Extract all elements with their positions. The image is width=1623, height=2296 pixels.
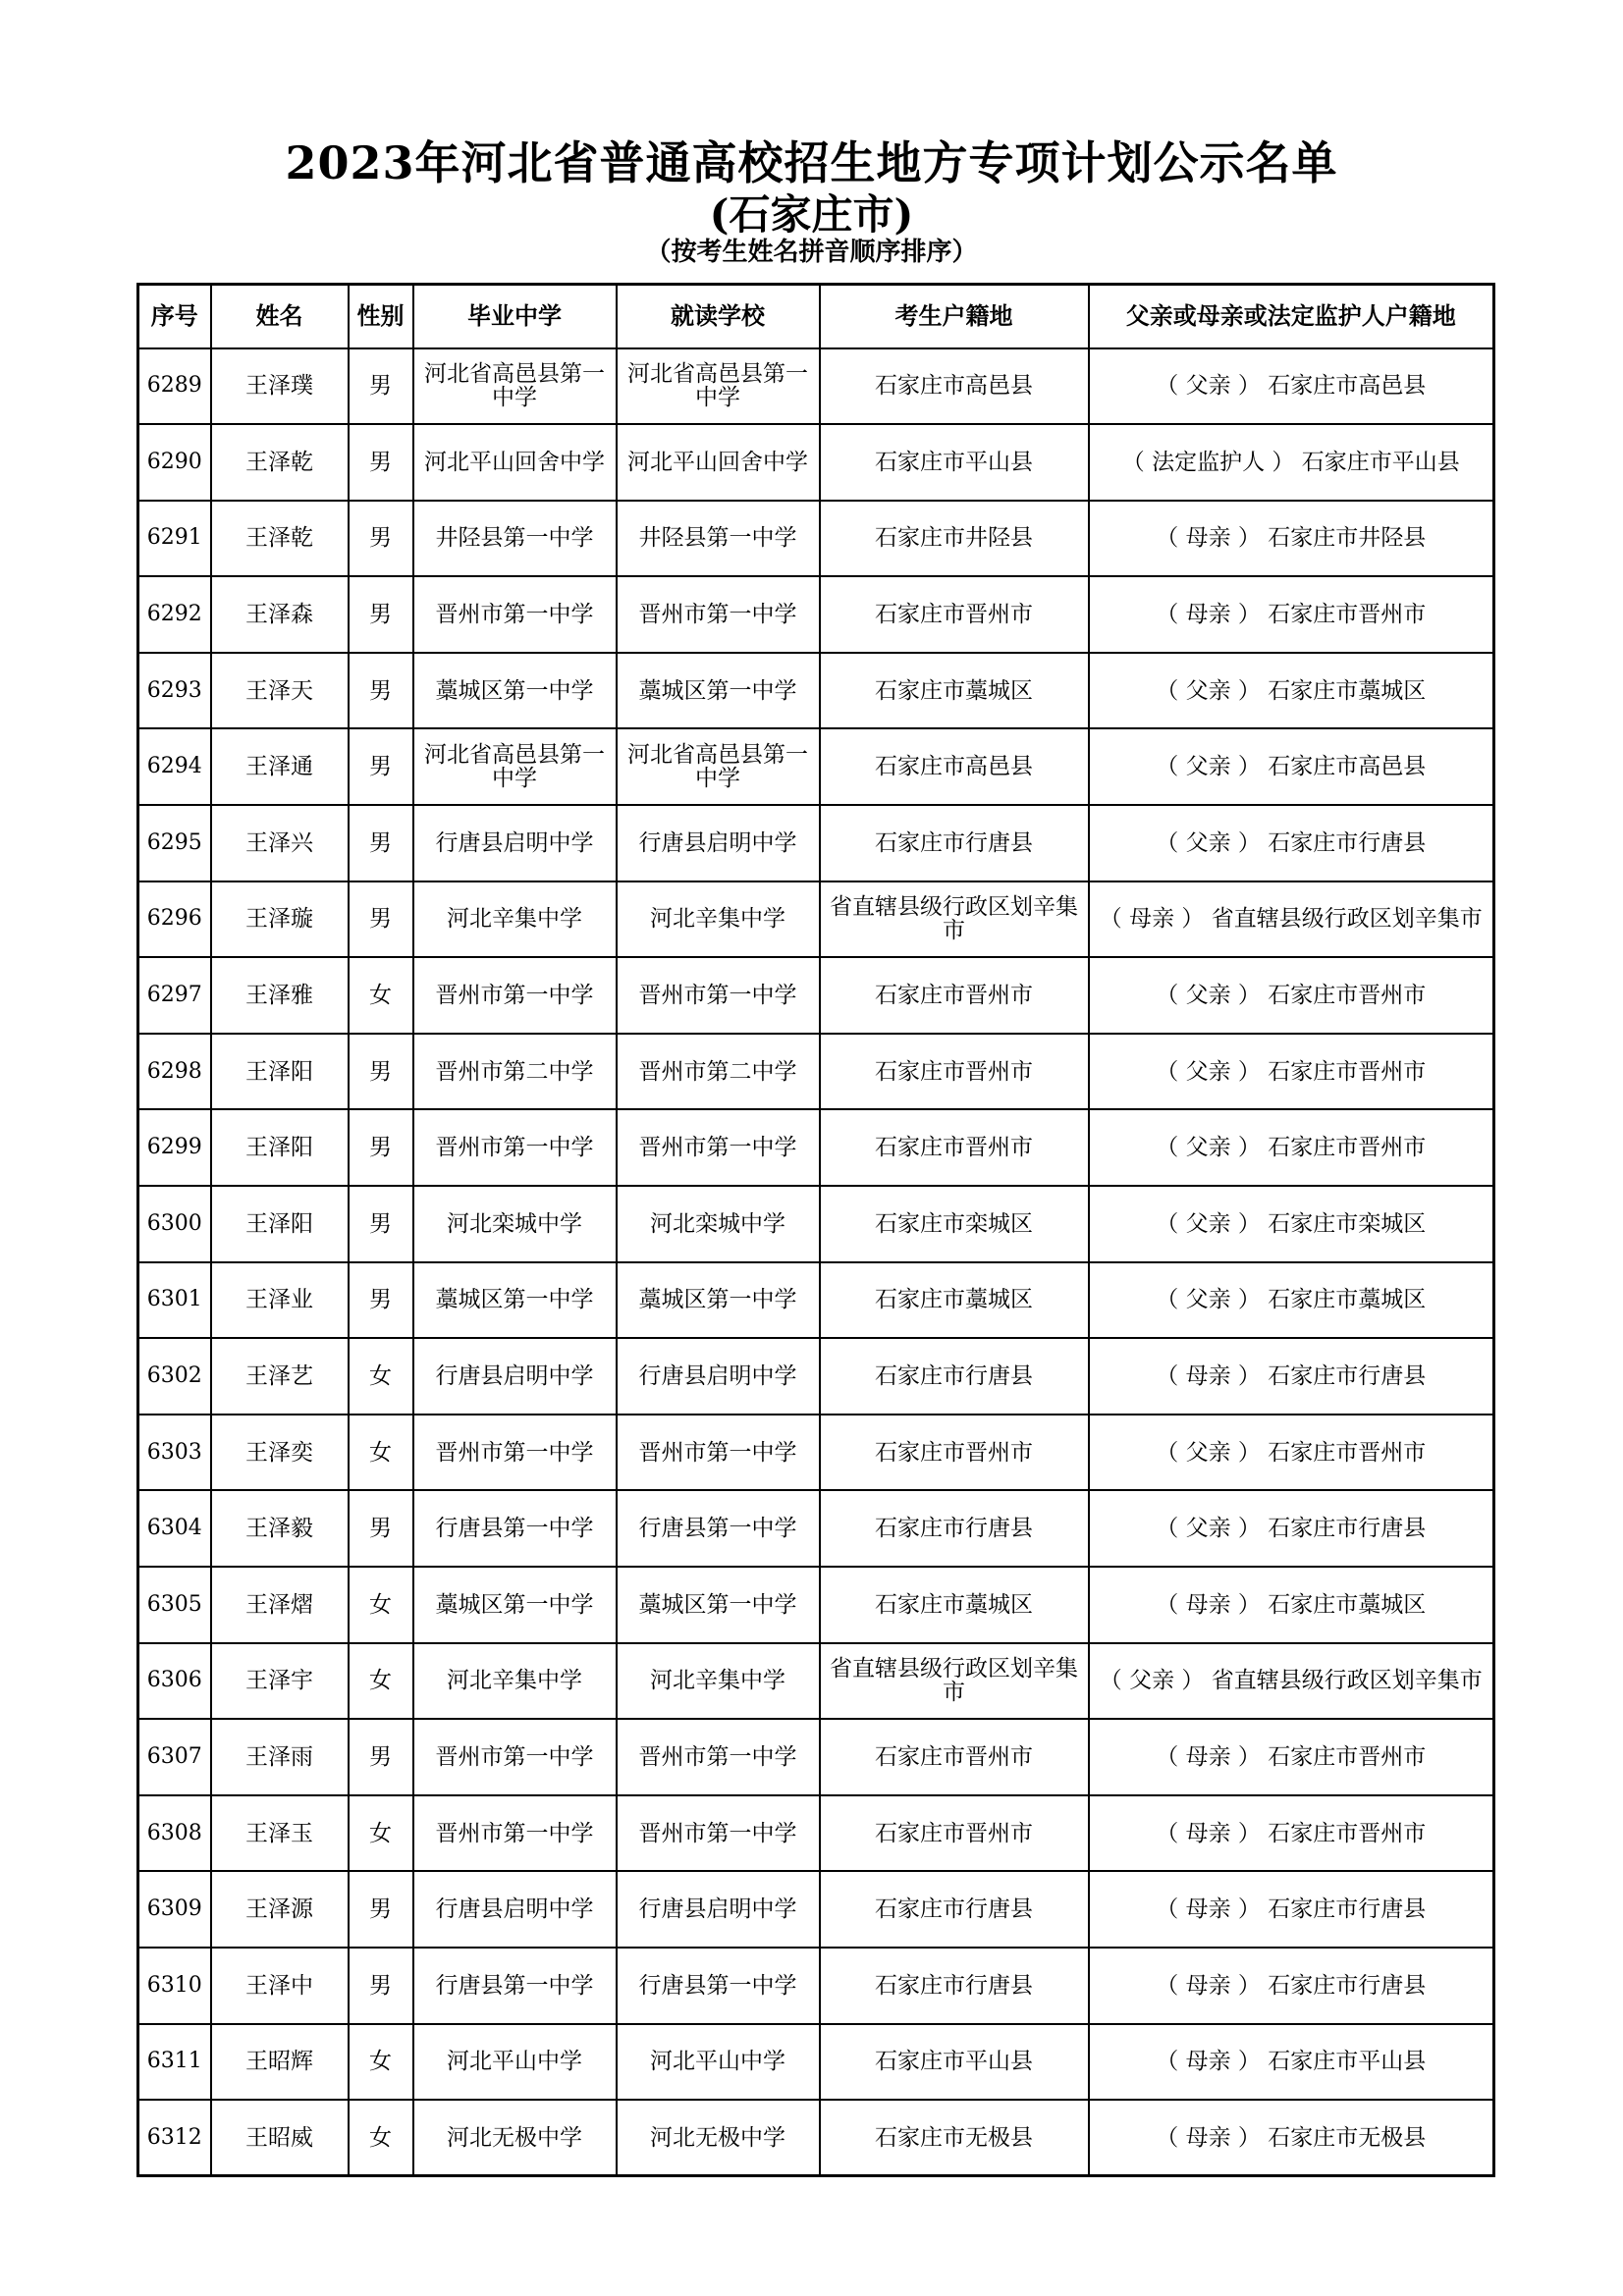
cell-graduated-school: 河北省高邑县第一中学 bbox=[413, 728, 617, 805]
cell-name: 王泽乾 bbox=[211, 501, 349, 577]
roster-table bbox=[136, 283, 1495, 2177]
cell-gender: 男 bbox=[349, 1109, 413, 1186]
table-row bbox=[138, 1567, 1494, 1643]
cell-gender: 女 bbox=[349, 1567, 413, 1643]
cell-index: 6309 bbox=[138, 1871, 211, 1948]
cell-name: 王昭辉 bbox=[211, 2024, 349, 2101]
cell-graduated-school: 井陉县第一中学 bbox=[413, 501, 617, 577]
cell-graduated-school: 晋州市第一中学 bbox=[413, 1795, 617, 1872]
cell-student-residence: 石家庄市晋州市 bbox=[820, 1034, 1089, 1110]
cell-graduated-school: 河北栾城中学 bbox=[413, 1186, 617, 1262]
cell-name: 王泽业 bbox=[211, 1262, 349, 1339]
cell-index: 6291 bbox=[138, 501, 211, 577]
cell-guardian-residence: （ 母亲 ） 石家庄市行唐县 bbox=[1089, 1871, 1494, 1948]
cell-gender: 男 bbox=[349, 348, 413, 425]
header-name: 姓名 bbox=[211, 285, 349, 348]
cell-name: 王泽乾 bbox=[211, 424, 349, 501]
sort-note: （按考生姓名拼音顺序排序） bbox=[645, 238, 978, 267]
cell-guardian-residence: （ 父亲 ） 石家庄市高邑县 bbox=[1089, 728, 1494, 805]
cell-name: 王昭威 bbox=[211, 2100, 349, 2176]
cell-guardian-residence: （ 母亲 ） 石家庄市井陉县 bbox=[1089, 501, 1494, 577]
cell-current-school: 晋州市第一中学 bbox=[617, 1719, 820, 1795]
cell-graduated-school: 河北无极中学 bbox=[413, 2100, 617, 2176]
cell-guardian-residence: （ 父亲 ） 省直辖县级行政区划辛集市 bbox=[1089, 1643, 1494, 1720]
header-gender: 性别 bbox=[349, 285, 413, 348]
cell-graduated-school: 晋州市第一中学 bbox=[413, 1719, 617, 1795]
page-title: 2023年河北省普通高校招生地方专项计划公示名单 bbox=[285, 136, 1338, 189]
cell-current-school: 晋州市第一中学 bbox=[617, 1109, 820, 1186]
cell-student-residence: 石家庄市井陉县 bbox=[820, 501, 1089, 577]
cell-index: 6311 bbox=[138, 2024, 211, 2101]
header-guardian-residence: 父亲或母亲或法定监护人户籍地 bbox=[1089, 285, 1494, 348]
cell-student-residence: 石家庄市平山县 bbox=[820, 2024, 1089, 2101]
cell-name: 王泽奕 bbox=[211, 1415, 349, 1491]
cell-index: 6298 bbox=[138, 1034, 211, 1110]
cell-graduated-school: 行唐县启明中学 bbox=[413, 1871, 617, 1948]
cell-gender: 男 bbox=[349, 1490, 413, 1567]
cell-current-school: 河北平山中学 bbox=[617, 2024, 820, 2101]
table-row bbox=[138, 424, 1494, 501]
cell-guardian-residence: （ 母亲 ） 石家庄市晋州市 bbox=[1089, 1719, 1494, 1795]
cell-name: 王泽森 bbox=[211, 576, 349, 653]
table-row bbox=[138, 881, 1494, 958]
cell-graduated-school: 晋州市第一中学 bbox=[413, 1415, 617, 1491]
cell-graduated-school: 晋州市第一中学 bbox=[413, 1109, 617, 1186]
cell-guardian-residence: （ 母亲 ） 石家庄市无极县 bbox=[1089, 2100, 1494, 2176]
cell-graduated-school: 藁城区第一中学 bbox=[413, 1567, 617, 1643]
cell-student-residence: 石家庄市高邑县 bbox=[820, 728, 1089, 805]
cell-guardian-residence: （ 父亲 ） 石家庄市晋州市 bbox=[1089, 1034, 1494, 1110]
table-row bbox=[138, 1262, 1494, 1339]
cell-guardian-residence: （ 父亲 ） 石家庄市栾城区 bbox=[1089, 1186, 1494, 1262]
cell-gender: 女 bbox=[349, 1643, 413, 1720]
cell-student-residence: 石家庄市藁城区 bbox=[820, 1567, 1089, 1643]
cell-index: 6295 bbox=[138, 805, 211, 881]
cell-current-school: 河北辛集中学 bbox=[617, 1643, 820, 1720]
cell-current-school: 晋州市第一中学 bbox=[617, 576, 820, 653]
cell-graduated-school: 河北平山中学 bbox=[413, 2024, 617, 2101]
cell-index: 6302 bbox=[138, 1338, 211, 1415]
cell-name: 王泽阳 bbox=[211, 1034, 349, 1110]
table-row bbox=[138, 957, 1494, 1034]
cell-current-school: 河北无极中学 bbox=[617, 2100, 820, 2176]
cell-guardian-residence: （ 父亲 ） 石家庄市行唐县 bbox=[1089, 805, 1494, 881]
cell-graduated-school: 行唐县启明中学 bbox=[413, 1338, 617, 1415]
table-row bbox=[138, 1415, 1494, 1491]
cell-student-residence: 石家庄市晋州市 bbox=[820, 1415, 1089, 1491]
header-graduated-school: 毕业中学 bbox=[413, 285, 617, 348]
cell-gender: 女 bbox=[349, 2024, 413, 2101]
cell-gender: 男 bbox=[349, 576, 413, 653]
cell-graduated-school: 河北省高邑县第一中学 bbox=[413, 348, 617, 425]
table-row bbox=[138, 348, 1494, 425]
cell-gender: 男 bbox=[349, 881, 413, 958]
cell-current-school: 行唐县第一中学 bbox=[617, 1948, 820, 2024]
table-row bbox=[138, 1871, 1494, 1948]
cell-index: 6305 bbox=[138, 1567, 211, 1643]
cell-name: 王泽毅 bbox=[211, 1490, 349, 1567]
cell-gender: 女 bbox=[349, 957, 413, 1034]
cell-current-school: 河北省高邑县第一中学 bbox=[617, 348, 820, 425]
cell-current-school: 藁城区第一中学 bbox=[617, 1262, 820, 1339]
cell-name: 王泽宇 bbox=[211, 1643, 349, 1720]
header-student-residence: 考生户籍地 bbox=[820, 285, 1089, 348]
cell-gender: 男 bbox=[349, 1186, 413, 1262]
cell-gender: 男 bbox=[349, 1034, 413, 1110]
cell-current-school: 河北辛集中学 bbox=[617, 881, 820, 958]
table-row bbox=[138, 1490, 1494, 1567]
cell-guardian-residence: （ 父亲 ） 石家庄市晋州市 bbox=[1089, 957, 1494, 1034]
cell-name: 王泽源 bbox=[211, 1871, 349, 1948]
cell-index: 6294 bbox=[138, 728, 211, 805]
cell-student-residence: 石家庄市藁城区 bbox=[820, 653, 1089, 729]
cell-name: 王泽中 bbox=[211, 1948, 349, 2024]
cell-student-residence: 石家庄市行唐县 bbox=[820, 1490, 1089, 1567]
cell-index: 6292 bbox=[138, 576, 211, 653]
cell-guardian-residence: （ 父亲 ） 石家庄市行唐县 bbox=[1089, 1490, 1494, 1567]
cell-gender: 男 bbox=[349, 728, 413, 805]
table-row bbox=[138, 2024, 1494, 2101]
cell-gender: 男 bbox=[349, 805, 413, 881]
cell-student-residence: 石家庄市行唐县 bbox=[820, 1948, 1089, 2024]
cell-name: 王泽璇 bbox=[211, 881, 349, 958]
cell-index: 6304 bbox=[138, 1490, 211, 1567]
cell-guardian-residence: （ 父亲 ） 石家庄市高邑县 bbox=[1089, 348, 1494, 425]
cell-guardian-residence: （ 父亲 ） 石家庄市晋州市 bbox=[1089, 1109, 1494, 1186]
cell-current-school: 行唐县启明中学 bbox=[617, 1871, 820, 1948]
table-row bbox=[138, 1338, 1494, 1415]
cell-index: 6299 bbox=[138, 1109, 211, 1186]
cell-student-residence: 石家庄市藁城区 bbox=[820, 1262, 1089, 1339]
cell-name: 王泽雨 bbox=[211, 1719, 349, 1795]
cell-student-residence: 石家庄市晋州市 bbox=[820, 576, 1089, 653]
cell-graduated-school: 河北平山回舍中学 bbox=[413, 424, 617, 501]
cell-guardian-residence: （ 母亲 ） 石家庄市行唐县 bbox=[1089, 1338, 1494, 1415]
cell-current-school: 行唐县第一中学 bbox=[617, 1490, 820, 1567]
cell-gender: 女 bbox=[349, 2100, 413, 2176]
table-row bbox=[138, 2100, 1494, 2176]
cell-gender: 男 bbox=[349, 501, 413, 577]
cell-guardian-residence: （ 父亲 ） 石家庄市藁城区 bbox=[1089, 653, 1494, 729]
table-body bbox=[138, 348, 1494, 2176]
cell-current-school: 藁城区第一中学 bbox=[617, 1567, 820, 1643]
cell-name: 王泽艺 bbox=[211, 1338, 349, 1415]
cell-name: 王泽阳 bbox=[211, 1109, 349, 1186]
table-row bbox=[138, 1109, 1494, 1186]
cell-gender: 女 bbox=[349, 1795, 413, 1872]
cell-index: 6306 bbox=[138, 1643, 211, 1720]
cell-gender: 男 bbox=[349, 424, 413, 501]
cell-guardian-residence: （ 父亲 ） 石家庄市晋州市 bbox=[1089, 1415, 1494, 1491]
table-row bbox=[138, 1719, 1494, 1795]
cell-name: 王泽雅 bbox=[211, 957, 349, 1034]
cell-gender: 女 bbox=[349, 1338, 413, 1415]
cell-graduated-school: 河北辛集中学 bbox=[413, 1643, 617, 1720]
table-row bbox=[138, 501, 1494, 577]
cell-current-school: 河北省高邑县第一中学 bbox=[617, 728, 820, 805]
cell-student-residence: 石家庄市晋州市 bbox=[820, 1719, 1089, 1795]
cell-guardian-residence: （ 母亲 ） 省直辖县级行政区划辛集市 bbox=[1089, 881, 1494, 958]
cell-name: 王泽通 bbox=[211, 728, 349, 805]
cell-student-residence: 石家庄市晋州市 bbox=[820, 1109, 1089, 1186]
cell-guardian-residence: （ 母亲 ） 石家庄市藁城区 bbox=[1089, 1567, 1494, 1643]
table-row bbox=[138, 1034, 1494, 1110]
cell-student-residence: 省直辖县级行政区划辛集市 bbox=[820, 1643, 1089, 1720]
cell-current-school: 河北栾城中学 bbox=[617, 1186, 820, 1262]
cell-current-school: 河北平山回舍中学 bbox=[617, 424, 820, 501]
cell-graduated-school: 行唐县第一中学 bbox=[413, 1948, 617, 2024]
table-row bbox=[138, 1643, 1494, 1720]
cell-index: 6301 bbox=[138, 1262, 211, 1339]
cell-student-residence: 石家庄市高邑县 bbox=[820, 348, 1089, 425]
cell-gender: 男 bbox=[349, 1871, 413, 1948]
cell-current-school: 晋州市第一中学 bbox=[617, 1415, 820, 1491]
header-index: 序号 bbox=[138, 285, 211, 348]
cell-student-residence: 省直辖县级行政区划辛集市 bbox=[820, 881, 1089, 958]
table-row bbox=[138, 653, 1494, 729]
cell-graduated-school: 藁城区第一中学 bbox=[413, 1262, 617, 1339]
cell-index: 6300 bbox=[138, 1186, 211, 1262]
table-row bbox=[138, 728, 1494, 805]
cell-guardian-residence: （ 母亲 ） 石家庄市晋州市 bbox=[1089, 1795, 1494, 1872]
table-row bbox=[138, 1948, 1494, 2024]
cell-student-residence: 石家庄市行唐县 bbox=[820, 805, 1089, 881]
cell-graduated-school: 晋州市第二中学 bbox=[413, 1034, 617, 1110]
header-current-school: 就读学校 bbox=[617, 285, 820, 348]
cell-gender: 男 bbox=[349, 1262, 413, 1339]
cell-guardian-residence: （ 母亲 ） 石家庄市平山县 bbox=[1089, 2024, 1494, 2101]
cell-index: 6303 bbox=[138, 1415, 211, 1491]
cell-index: 6296 bbox=[138, 881, 211, 958]
cell-guardian-residence: （ 父亲 ） 石家庄市藁城区 bbox=[1089, 1262, 1494, 1339]
cell-student-residence: 石家庄市行唐县 bbox=[820, 1871, 1089, 1948]
cell-index: 6310 bbox=[138, 1948, 211, 2024]
table-row bbox=[138, 805, 1494, 881]
cell-index: 6312 bbox=[138, 2100, 211, 2176]
cell-name: 王泽璞 bbox=[211, 348, 349, 425]
table-row bbox=[138, 1186, 1494, 1262]
cell-index: 6307 bbox=[138, 1719, 211, 1795]
cell-current-school: 行唐县启明中学 bbox=[617, 1338, 820, 1415]
cell-graduated-school: 藁城区第一中学 bbox=[413, 653, 617, 729]
cell-graduated-school: 行唐县启明中学 bbox=[413, 805, 617, 881]
cell-gender: 男 bbox=[349, 1948, 413, 2024]
cell-graduated-school: 晋州市第一中学 bbox=[413, 957, 617, 1034]
cell-graduated-school: 晋州市第一中学 bbox=[413, 576, 617, 653]
cell-index: 6293 bbox=[138, 653, 211, 729]
cell-gender: 男 bbox=[349, 1719, 413, 1795]
cell-index: 6297 bbox=[138, 957, 211, 1034]
cell-current-school: 晋州市第一中学 bbox=[617, 1795, 820, 1872]
cell-student-residence: 石家庄市平山县 bbox=[820, 424, 1089, 501]
table-row bbox=[138, 1795, 1494, 1872]
cell-index: 6289 bbox=[138, 348, 211, 425]
table-header-row bbox=[138, 285, 1494, 348]
cell-student-residence: 石家庄市无极县 bbox=[820, 2100, 1089, 2176]
cell-name: 王泽兴 bbox=[211, 805, 349, 881]
table-row bbox=[138, 576, 1494, 653]
cell-student-residence: 石家庄市晋州市 bbox=[820, 957, 1089, 1034]
cell-name: 王泽天 bbox=[211, 653, 349, 729]
cell-name: 王泽熠 bbox=[211, 1567, 349, 1643]
cell-student-residence: 石家庄市栾城区 bbox=[820, 1186, 1089, 1262]
cell-current-school: 藁城区第一中学 bbox=[617, 653, 820, 729]
cell-name: 王泽阳 bbox=[211, 1186, 349, 1262]
cell-guardian-residence: （ 母亲 ） 石家庄市行唐县 bbox=[1089, 1948, 1494, 2024]
cell-student-residence: 石家庄市行唐县 bbox=[820, 1338, 1089, 1415]
cell-current-school: 晋州市第二中学 bbox=[617, 1034, 820, 1110]
cell-graduated-school: 行唐县第一中学 bbox=[413, 1490, 617, 1567]
cell-gender: 女 bbox=[349, 1415, 413, 1491]
cell-graduated-school: 河北辛集中学 bbox=[413, 881, 617, 958]
cell-current-school: 晋州市第一中学 bbox=[617, 957, 820, 1034]
cell-index: 6308 bbox=[138, 1795, 211, 1872]
cell-gender: 男 bbox=[349, 653, 413, 729]
cell-name: 王泽玉 bbox=[211, 1795, 349, 1872]
cell-current-school: 行唐县启明中学 bbox=[617, 805, 820, 881]
cell-current-school: 井陉县第一中学 bbox=[617, 501, 820, 577]
cell-guardian-residence: （ 法定监护人 ） 石家庄市平山县 bbox=[1089, 424, 1494, 501]
page-subtitle-city: (石家庄市) bbox=[709, 190, 914, 239]
cell-student-residence: 石家庄市晋州市 bbox=[820, 1795, 1089, 1872]
cell-guardian-residence: （ 母亲 ） 石家庄市晋州市 bbox=[1089, 576, 1494, 653]
cell-index: 6290 bbox=[138, 424, 211, 501]
